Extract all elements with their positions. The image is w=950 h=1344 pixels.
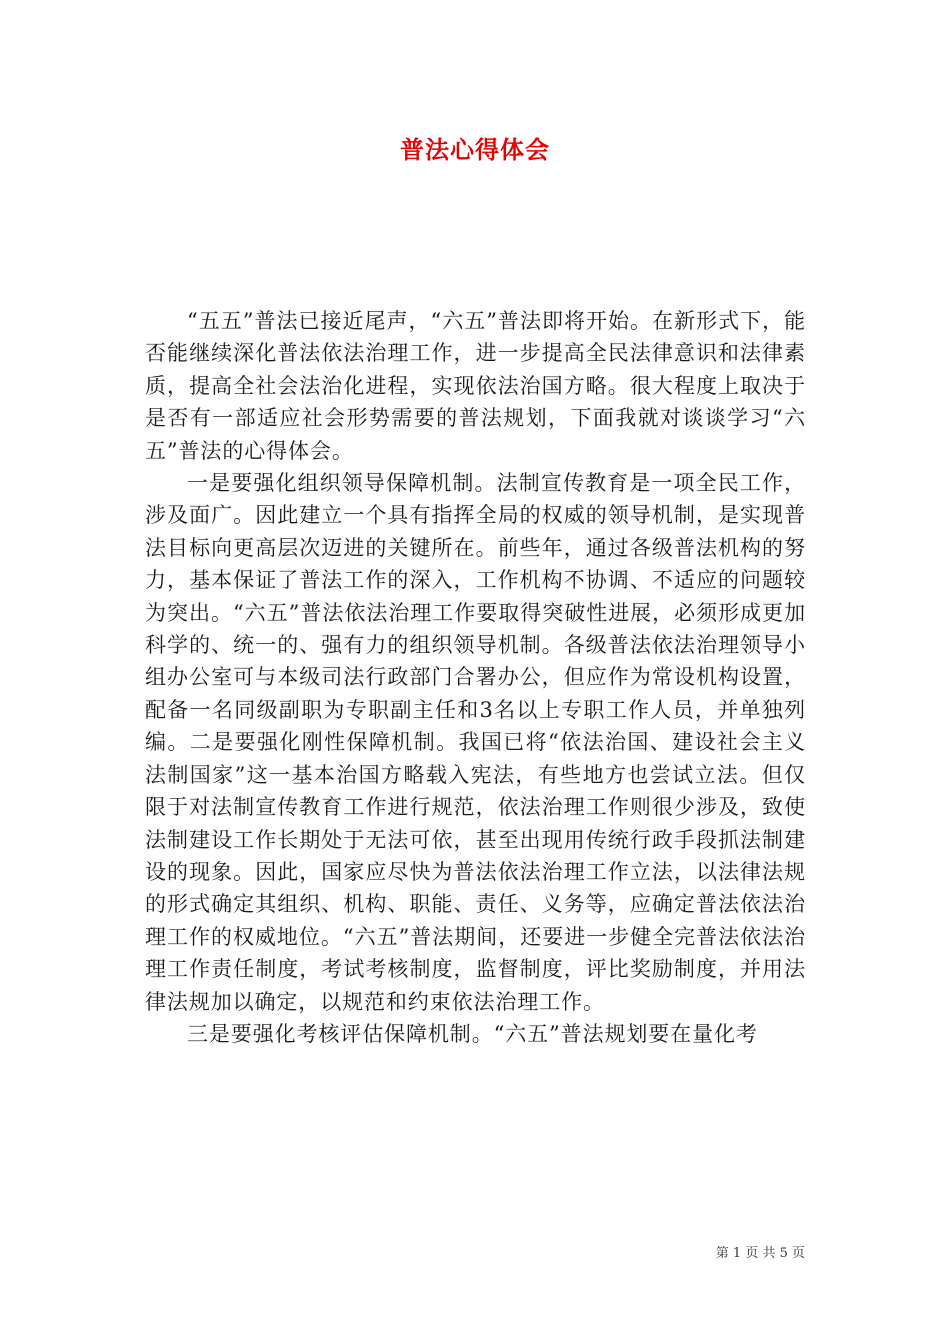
paragraph-intro: “五五”普法已接近尾声，“六五”普法即将开始。在新形式下，能否能继续深化普法依法治理工作，进一步提高全民法律意识和法律素质，提高全社会法治化进程，实现依法治国方略。很大程度上取决于是否有一部适应社会形势需要的普法规划，下面我就对谈谈学习“六五”普法的心得体会。 bbox=[145, 309, 806, 463]
document-body bbox=[145, 305, 806, 1050]
paragraph-point-one-two: 一是要强化组织领导保障机制。法制宣传教育是一项全民工作，涉及面广。因此建立一个具有指挥全局的权威的领导机制，是实现普法目标向更高层次迈进的关键所在。前些年，通过各级普法机构的努力，基本保证了普法工作的深入，工作机构不协调、不适应的问题较为突出。“六五”普法依法治理工作要取得突破性进展，必须形成更加科学的、统一的、强有力的组织领导机制。各级普法依法治理领导小组办公室可与本级司法行政部门合署办公，但应作为常设机构设置，配备一名同级副职为专职副主任和3名以上专职工作人员，并单独列编。二是要强化刚性保障机制。我国已将“依法治国、建设社会主义法制国家”这一基本治国方略载入宪法，有些地方也尝试立法。但仅限于对法制宣传教育工作进行规范，依法治理工作则很少涉及，致使法制建设工作长期处于无法可依，甚至出现用传统行政手段抓法制建设的现象。因此，国家应尽快为普法依法治理工作立法，以法律法规的形式确定其组织、机构、职能、责任、义务等，应确定普法依法治理工作的权威地位。“六五”普法期间，还要进一步健全完普法依法治理工作责任制度，考试考核制度，监督制度，评比奖励制度，并用法律法规加以确定，以规范和约束依法治理工作。 bbox=[145, 471, 806, 1014]
document-title: 普法心得体会 bbox=[400, 135, 550, 164]
page-number-footer: 第 1 页 共 5 页 bbox=[715, 1246, 805, 1261]
paragraph-point-three: 三是要强化考核评估保障机制。“六五”普法规划要在量化考 bbox=[187, 1021, 758, 1046]
